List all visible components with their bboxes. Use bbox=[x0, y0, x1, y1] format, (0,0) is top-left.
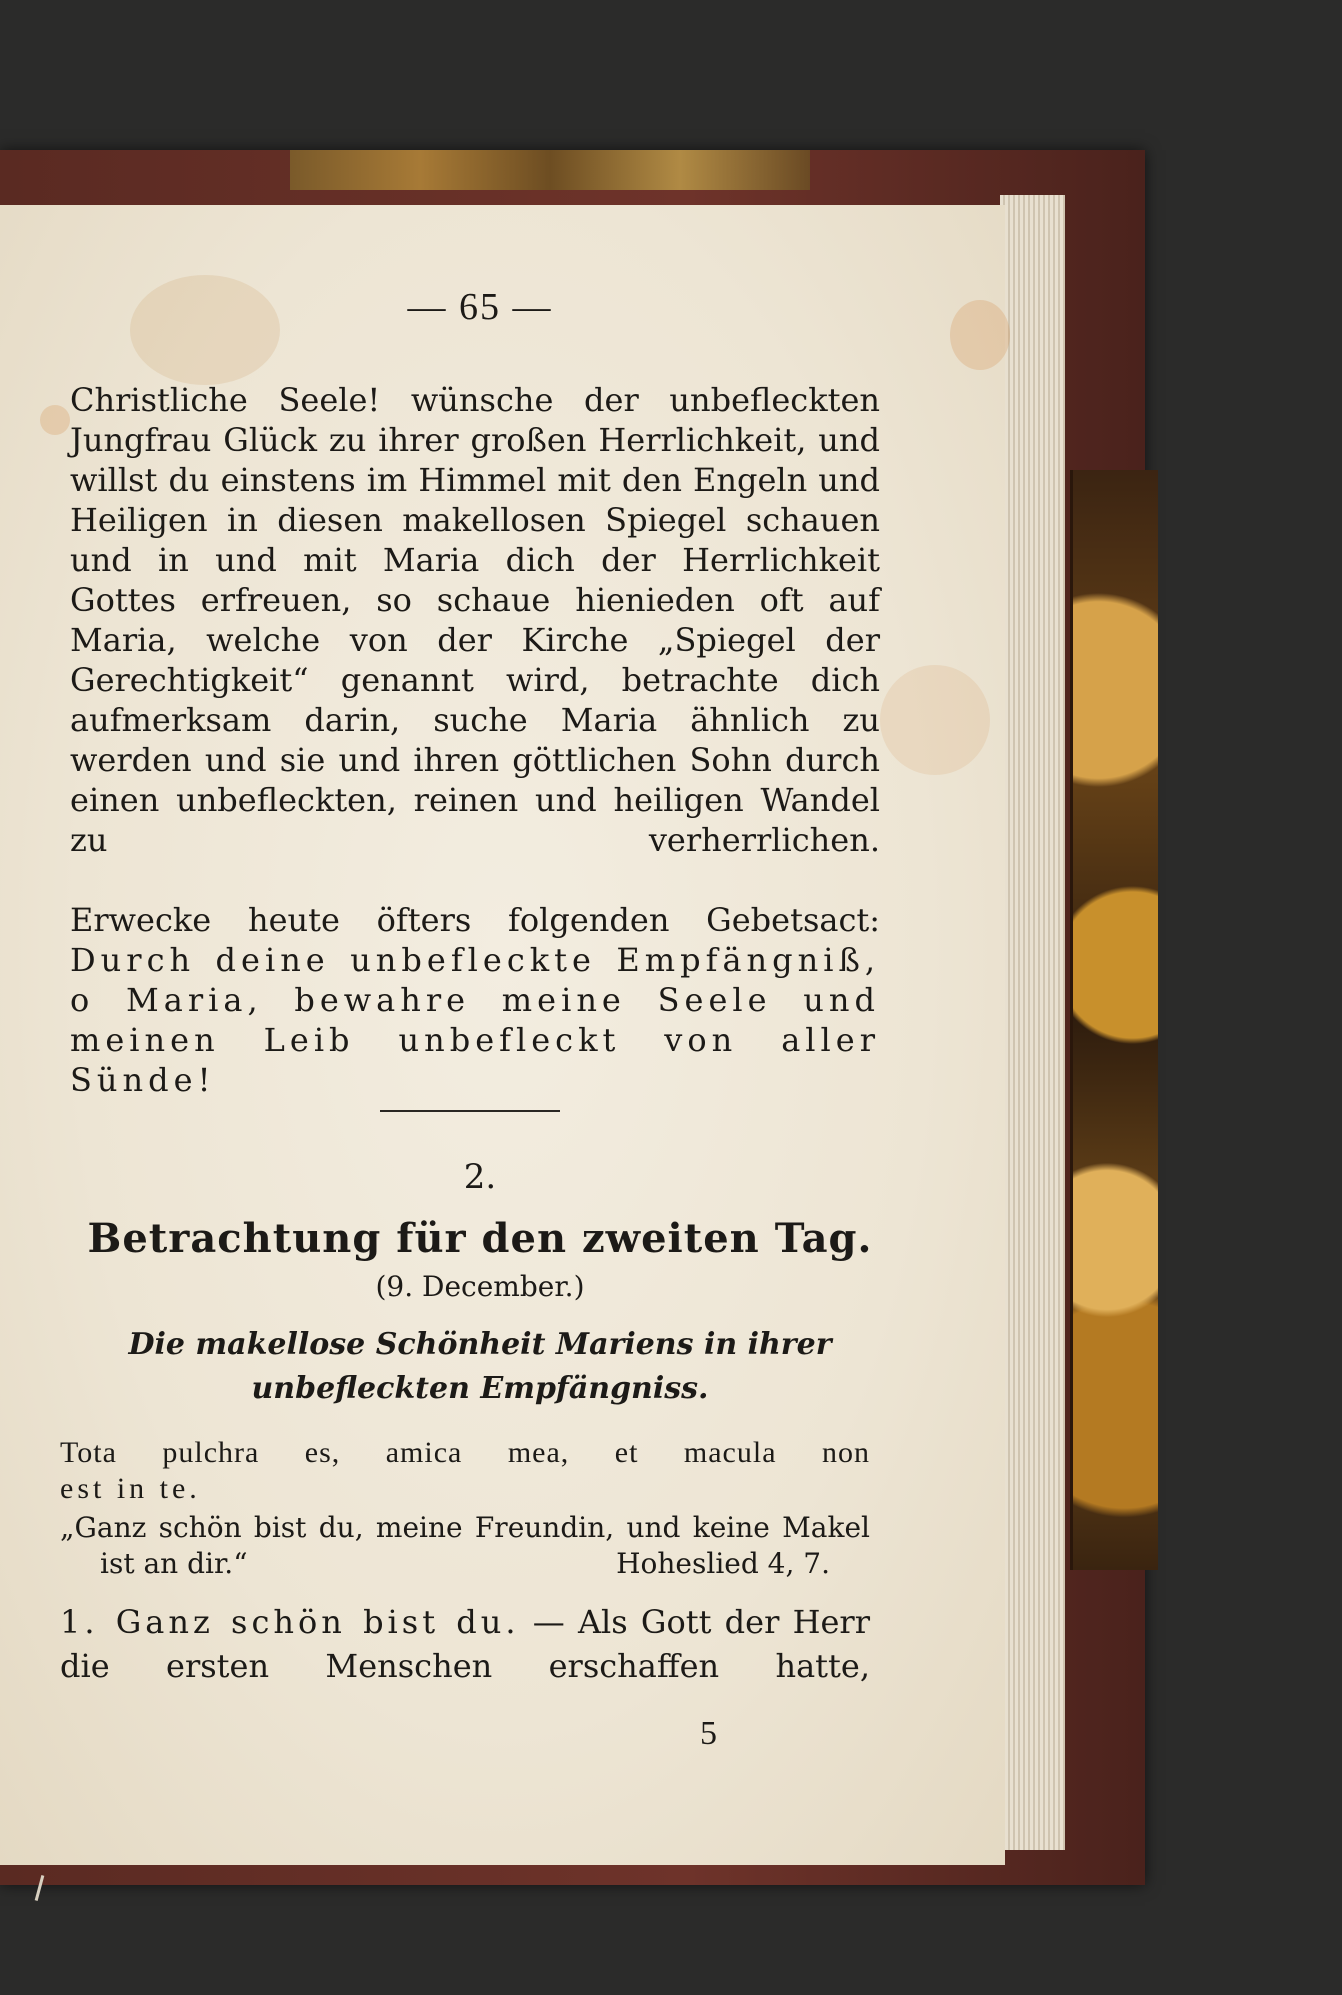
latin-line: Tota pulchra es, amica mea, et macula non bbox=[60, 1436, 870, 1469]
latin-quote bbox=[60, 1435, 870, 1507]
subtitle-line: unbefleckten Empfängniss. bbox=[251, 1371, 709, 1406]
prayer-paragraph bbox=[70, 900, 880, 1100]
section-divider bbox=[380, 1110, 560, 1112]
quote-source: Hoheslied 4, 7. bbox=[616, 1547, 830, 1580]
prayer-text: Durch deine unbefleckte Empfängniß, o Maria, bewahre meine Seele und meinen Leib unbefleckt von aller Sünde! bbox=[70, 941, 880, 1099]
german-quote-end: ist an dir.“ bbox=[100, 1547, 248, 1580]
meditation-text: — Als Gott der Herr die ersten Menschen erschaffen hatte, bbox=[60, 1603, 871, 1685]
section-subtitle bbox=[120, 1323, 840, 1411]
paragraph-intro: Christliche Seele! wünsche der unbefleckten Jungfrau Glück zu ihrer großen Herrlichkeit, und willst du einstens im Himmel mit den Engeln und Heiligen in diesen makellosen Spiegel schauen und in und mit Maria dich der Herrlichkeit Gottes erfreuen, so schaue hienieden oft auf Maria, welche von der Kirche „Spiegel der Gerechtigkeit“ genannt wird, betrachte dich aufmerksam darin, suche Maria ähnlich zu werden und sie und ihren göttlichen Sohn durch einen unbefleckten, reinen und heiligen Wandel zu verherrlichen. bbox=[70, 381, 880, 859]
page-number: — 65 — bbox=[407, 286, 553, 328]
german-quote-line: „Ganz schön bist du, meine Freundin, und keine Makel bbox=[60, 1511, 870, 1544]
meditation-lead: 1. Ganz schön bist du. bbox=[60, 1603, 520, 1641]
german-quote bbox=[60, 1510, 870, 1582]
subtitle-line: Die makellose Schönheit Mariens in ihrer bbox=[128, 1327, 832, 1362]
german-quote-line2 bbox=[60, 1546, 870, 1582]
book-page bbox=[0, 205, 1005, 1865]
section-heading: Betrachtung für den zweiten Tag. bbox=[87, 1215, 873, 1262]
latin-line: est in te. bbox=[60, 1472, 201, 1505]
meditation-paragraph bbox=[60, 1600, 870, 1688]
section-date: (9. December.) bbox=[375, 1270, 585, 1303]
signature-mark: 5 bbox=[700, 1715, 717, 1752]
prayer-intro: Erwecke heute öfters folgenden Gebetsact: bbox=[70, 901, 880, 939]
page-edges bbox=[1000, 195, 1065, 1850]
marbled-endpaper bbox=[1070, 470, 1158, 1570]
foxing-stain bbox=[40, 405, 70, 435]
foxing-stain bbox=[880, 665, 990, 775]
cover-top-strip bbox=[290, 150, 810, 190]
section-number: 2. bbox=[463, 1157, 497, 1197]
